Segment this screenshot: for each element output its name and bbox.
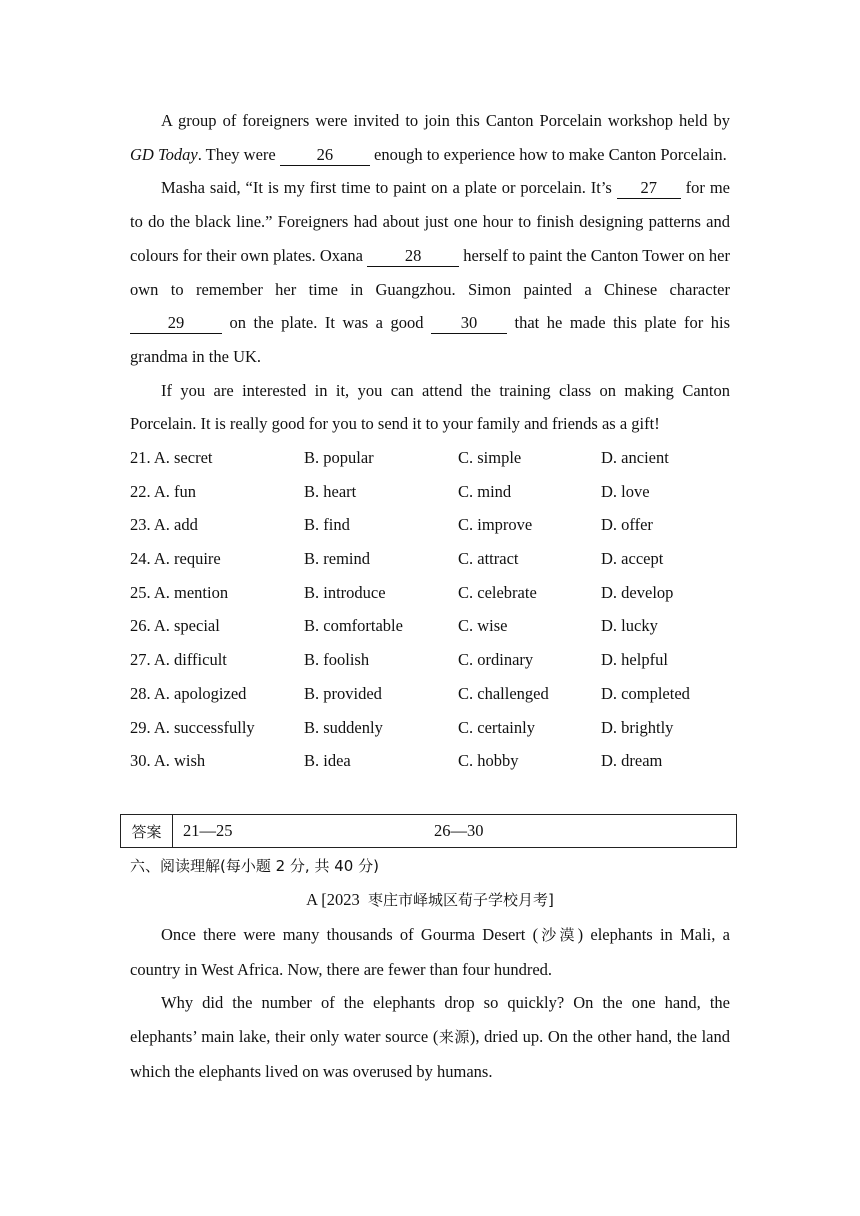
- text: . They were: [197, 144, 280, 164]
- option-b: B. find: [304, 515, 350, 535]
- option-d: D. lucky: [601, 616, 658, 636]
- option-row-30: [130, 744, 730, 778]
- option-a: 23. A. add: [130, 515, 198, 535]
- text: ), dried up. On the other hand, the land which the elephants lived on was overused by humans.: [130, 1027, 731, 1081]
- option-c: C. hobby: [458, 751, 519, 771]
- option-row-27: [130, 643, 730, 677]
- option-c: C. challenged: [458, 683, 549, 703]
- text: ) elephants in Mali, a country in West Africa. Now, there are fewer than four hundred.: [130, 925, 730, 979]
- option-b: B. idea: [304, 751, 351, 771]
- option-c: C. celebrate: [458, 582, 537, 602]
- source-school: 枣庄市峄城区荀子学校月考]: [368, 891, 554, 909]
- option-b: B. comfortable: [304, 616, 403, 636]
- text: on the plate. It was a good: [222, 313, 431, 333]
- option-c: C. attract: [458, 549, 519, 569]
- reading-passage-a: [130, 918, 730, 1089]
- option-d: D. love: [601, 481, 650, 501]
- option-a: 22. A. fun: [130, 481, 196, 501]
- option-a: 25. A. mention: [130, 582, 229, 602]
- option-a: 27. A. difficult: [130, 650, 227, 670]
- option-c: C. simple: [458, 448, 522, 468]
- option-b: B. remind: [304, 549, 370, 569]
- cloze-passage: [130, 104, 730, 778]
- paragraph-a2: [130, 986, 730, 1088]
- option-b: B. provided: [304, 683, 382, 703]
- options-list: [130, 441, 730, 778]
- option-b: B. foolish: [304, 650, 370, 670]
- answer-range-26-30: 26—30: [434, 821, 484, 840]
- option-a: 26. A. special: [130, 616, 220, 636]
- option-d: D. brightly: [601, 717, 674, 737]
- option-c: C. wise: [458, 616, 508, 636]
- gloss: 沙漠: [538, 926, 578, 944]
- option-row-21: [130, 441, 730, 475]
- option-row-25: [130, 576, 730, 610]
- option-d: D. accept: [601, 549, 664, 569]
- blank-26: 26: [280, 145, 370, 166]
- text: Why did the number of the elephants drop so quickly? On the one hand, the elephants’ main lake, their only water source (: [130, 993, 730, 1047]
- option-a: 28. A. apologized: [130, 683, 247, 703]
- option-b: B. introduce: [304, 582, 386, 602]
- paragraph-a1: [130, 918, 730, 986]
- text: herself to paint the Canton Tower on her own to remember her time in Guangzhou. Simon painted a Chinese character: [130, 245, 730, 299]
- option-c: C. improve: [458, 515, 533, 535]
- option-d: D. dream: [601, 751, 663, 771]
- passage-source: [0, 886, 860, 914]
- section-title: 六、阅读理解(每小题 2 分, 共 40 分): [130, 857, 379, 875]
- option-row-24: [130, 542, 730, 576]
- blank-28: 28: [367, 246, 459, 267]
- paragraph-2: [130, 171, 730, 373]
- blank-30: 30: [431, 313, 507, 334]
- text: A group of foreigners were invited to join this Canton Porcelain workshop held by: [161, 111, 730, 130]
- gloss: 来源: [438, 1028, 470, 1047]
- text: that he made this plate for his grandma in the UK.: [130, 313, 730, 366]
- option-b: B. suddenly: [304, 717, 383, 737]
- option-d: D. completed: [601, 683, 690, 703]
- option-row-26: [130, 609, 730, 643]
- paragraph-3: If you are interested in it, you can attend the training class on making Canton Porcelain. It is really good for you to send it to your family and friends as a gift!: [130, 380, 730, 434]
- option-a: 30. A. wish: [130, 751, 206, 771]
- option-d: D. offer: [601, 515, 653, 535]
- option-row-22: [130, 475, 730, 509]
- source-year: A [2023: [306, 890, 360, 909]
- option-row-23: [130, 508, 730, 542]
- text: for me to do the black line.” Foreigners had about just one hour to finish designing patterns and colours for their own plates. Oxana: [130, 178, 730, 265]
- option-row-29: [130, 711, 730, 745]
- answer-label: 答案: [121, 815, 173, 847]
- option-d: D. ancient: [601, 448, 669, 468]
- text: Masha said, “It is my first time to paint on a plate or porcelain. It’s: [161, 178, 617, 198]
- option-row-28: [130, 677, 730, 711]
- option-a: 24. A. require: [130, 549, 221, 569]
- text: enough to experience how to make Canton Porcelain.: [369, 144, 727, 164]
- option-d: D. helpful: [601, 650, 668, 670]
- option-b: B. popular: [304, 448, 374, 468]
- option-c: C. certainly: [458, 717, 535, 737]
- answer-range-21-25: 21—25: [183, 821, 233, 840]
- answer-table: [120, 814, 737, 848]
- option-c: C. mind: [458, 481, 512, 501]
- text: Once there were many thousands of Gourma Desert (: [161, 925, 539, 944]
- option-c: C. ordinary: [458, 650, 534, 670]
- option-a: 21. A. secret: [130, 448, 213, 468]
- blank-27: 27: [617, 178, 681, 199]
- option-d: D. develop: [601, 582, 674, 602]
- paragraph-1: [130, 104, 730, 171]
- option-a: 29. A. successfully: [130, 717, 255, 737]
- blank-29: 29: [130, 313, 222, 334]
- publication-name: GD Today: [130, 144, 198, 164]
- option-b: B. heart: [304, 481, 357, 501]
